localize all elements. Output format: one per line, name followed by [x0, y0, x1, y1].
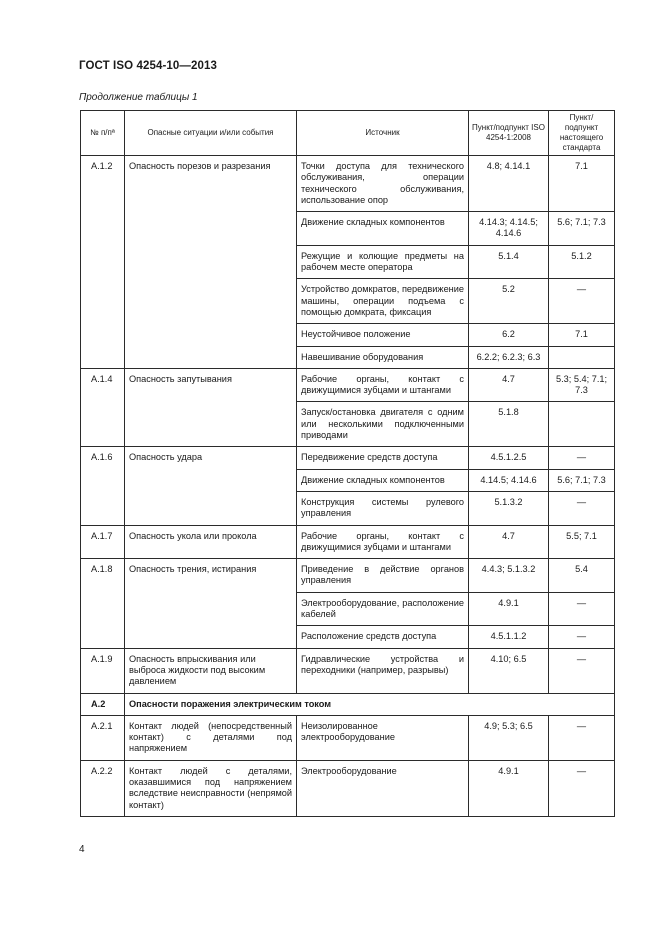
row-number: A.1.9 [81, 648, 125, 693]
row-iso-clause: 6.2.2; 6.2.3; 6.3 [469, 346, 549, 368]
row-situation: Опасность впрыскивания или выброса жидкости под высоким давлением [125, 648, 297, 693]
row-source: Движение складных компонентов [297, 212, 469, 246]
row-number: A.2.2 [81, 760, 125, 816]
row-source: Рабочие органы, контакт с движущимися зубцами и штангами [297, 368, 469, 402]
row-source: Электрооборудование, расположение кабелей [297, 592, 469, 626]
table-row [81, 559, 615, 593]
row-source: Расположение средств доступа [297, 626, 469, 648]
table-row [81, 447, 615, 469]
row-iso-clause: 4.9; 5.3; 6.5 [469, 715, 549, 760]
section-title: Опасности поражения электрическим током [125, 693, 615, 715]
header-iso-clause: Пункт/подпункт ISO 4254-1:2008 [469, 111, 549, 156]
row-iso-clause: 4.9.1 [469, 592, 549, 626]
row-standard-clause: — [549, 715, 615, 760]
row-standard-clause: 7.1 [549, 324, 615, 346]
row-source: Электрооборудование [297, 760, 469, 816]
document-header: ГОСТ ISO 4254-10—2013 [79, 60, 217, 72]
row-source: Гидравлические устройства и переходники (например, разрывы) [297, 648, 469, 693]
row-situation: Контакт людей (непосредственный контакт) с деталями под напряжением [125, 715, 297, 760]
row-standard-clause [549, 402, 615, 447]
row-source: Навешивание оборудования [297, 346, 469, 368]
row-source: Режущие и колющие предметы на рабочем месте оператора [297, 245, 469, 279]
hazards-table [80, 110, 615, 817]
row-standard-clause: — [549, 626, 615, 648]
header-source: Источник [297, 111, 469, 156]
header-situation: Опасные ситуации и/или события [125, 111, 297, 156]
row-standard-clause: — [549, 760, 615, 816]
row-number: A.1.2 [81, 156, 125, 369]
row-iso-clause: 5.1.4 [469, 245, 549, 279]
page-number: 4 [79, 844, 85, 855]
row-iso-clause: 4.5.1.1.2 [469, 626, 549, 648]
row-source: Запуск/остановка двигателя с одним или несколькими подключенными приводами [297, 402, 469, 447]
row-source: Передвижение средств доступа [297, 447, 469, 469]
row-number: A.2.1 [81, 715, 125, 760]
row-source: Неустойчивое положение [297, 324, 469, 346]
row-situation: Опасность трения, истирания [125, 559, 297, 648]
row-situation: Опасность удара [125, 447, 297, 525]
row-source: Точки доступа для технического обслуживания, операции технического обслуживания, использование опор [297, 156, 469, 212]
table-row [81, 525, 615, 559]
row-situation: Контакт людей с деталями, оказавшимися под напряжением вследствие неисправности (непрямой контакт) [125, 760, 297, 816]
row-iso-clause: 4.14.5; 4.14.6 [469, 469, 549, 491]
row-standard-clause: 5.3; 5.4; 7.1; 7.3 [549, 368, 615, 402]
row-standard-clause: 5.1.2 [549, 245, 615, 279]
table-row [81, 156, 615, 212]
row-iso-clause: 4.7 [469, 525, 549, 559]
row-iso-clause: 4.14.3; 4.14.5; 4.14.6 [469, 212, 549, 246]
row-standard-clause: 5.6; 7.1; 7.3 [549, 212, 615, 246]
row-number: A.1.4 [81, 368, 125, 446]
row-source: Рабочие органы, контакт с движущимися зубцами и штангами [297, 525, 469, 559]
header-standard-clause: Пункт/ подпункт настоящего стандарта [549, 111, 615, 156]
row-situation: Опасность укола или прокола [125, 525, 297, 559]
row-standard-clause: — [549, 279, 615, 324]
row-standard-clause: 5.4 [549, 559, 615, 593]
row-iso-clause: 4.9.1 [469, 760, 549, 816]
row-standard-clause: 5.6; 7.1; 7.3 [549, 469, 615, 491]
table-row [81, 715, 615, 760]
table-row [81, 368, 615, 402]
row-source: Устройство домкратов, передвижение машины, операции подъема с помощью домкрата, фиксация [297, 279, 469, 324]
row-iso-clause: 5.1.3.2 [469, 491, 549, 525]
row-number: A.1.6 [81, 447, 125, 525]
row-iso-clause: 4.4.3; 5.1.3.2 [469, 559, 549, 593]
row-iso-clause: 4.10; 6.5 [469, 648, 549, 693]
row-standard-clause: — [549, 648, 615, 693]
row-standard-clause: 7.1 [549, 156, 615, 212]
row-source: Приведение в действие органов управления [297, 559, 469, 593]
row-number: A.1.7 [81, 525, 125, 559]
row-iso-clause: 4.7 [469, 368, 549, 402]
row-source: Конструкция системы рулевого управления [297, 491, 469, 525]
row-iso-clause: 4.8; 4.14.1 [469, 156, 549, 212]
row-standard-clause: — [549, 592, 615, 626]
row-number: A.1.8 [81, 559, 125, 648]
row-situation: Опасность порезов и разрезания [125, 156, 297, 369]
row-standard-clause: — [549, 491, 615, 525]
section-number: A.2 [81, 693, 125, 715]
row-iso-clause: 5.2 [469, 279, 549, 324]
row-standard-clause: 5.5; 7.1 [549, 525, 615, 559]
table-row [81, 760, 615, 816]
table-caption: Продолжение таблицы 1 [79, 92, 198, 103]
table-row [81, 648, 615, 693]
header-number: № п/пª [81, 111, 125, 156]
row-standard-clause [549, 346, 615, 368]
row-iso-clause: 5.1.8 [469, 402, 549, 447]
row-iso-clause: 4.5.1.2.5 [469, 447, 549, 469]
table-section-row [81, 693, 615, 715]
row-standard-clause: — [549, 447, 615, 469]
row-source: Движение складных компонентов [297, 469, 469, 491]
row-source: Неизолированное электрооборудование [297, 715, 469, 760]
table-header-row [81, 111, 615, 156]
row-iso-clause: 6.2 [469, 324, 549, 346]
row-situation: Опасность запутывания [125, 368, 297, 446]
